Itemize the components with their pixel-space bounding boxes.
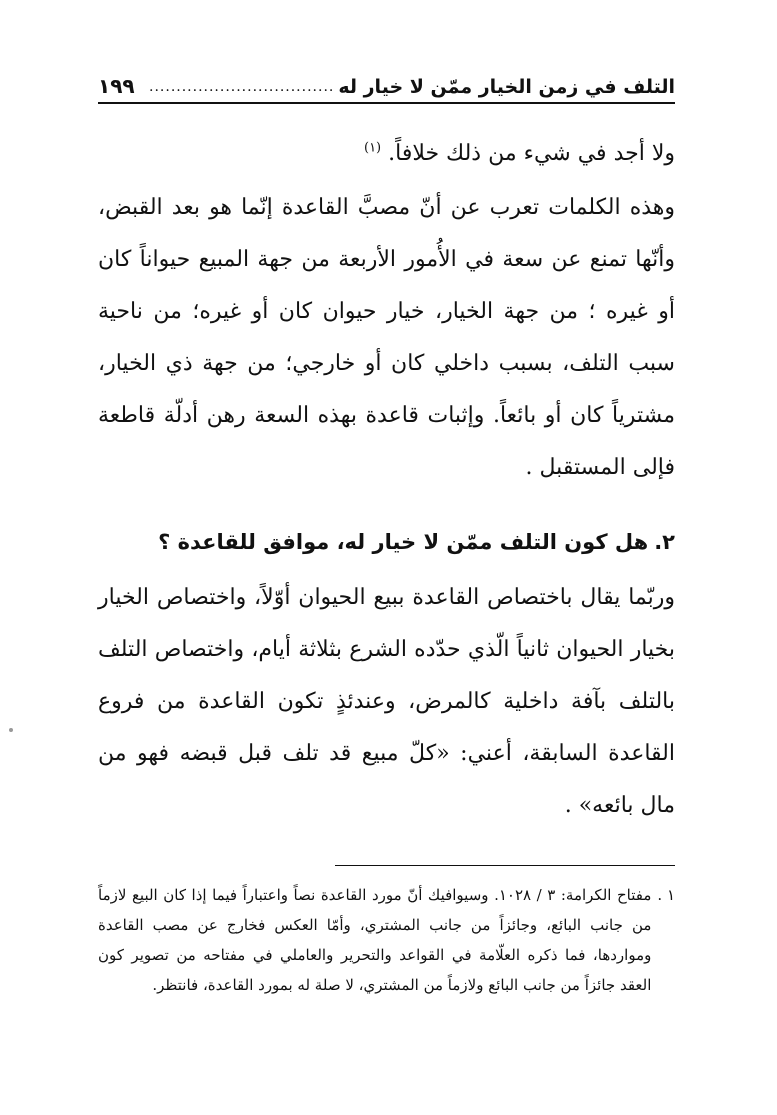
paragraph-1-text: ولا أجد في شيء من ذلك خلافاً. bbox=[388, 141, 675, 166]
footnote-text: مفتاح الكرامة: ٣ / ١٠٢٨. وسيوافيك أنّ مورد القاعدة نصاً واعتباراً فيما إذا كان البيع لازماً من جانب البائع، وجائزاً من جانب المشتري، وأمّا العكس فخارج عن مصب القاعدة ومواردها، فما ذكره العلّامة في القواعد والتحرير والعاملي في مفتاحه من تصوير كون العقد جائزاً من جانب البائع ولازماً من المشتري، لا صلة له بمورد القاعدة، فانتظر. bbox=[98, 886, 652, 994]
footnote-number: ١ . bbox=[657, 886, 675, 904]
running-title: التلف في زمن الخيار ممّن لا خيار له bbox=[338, 76, 675, 98]
paragraph-2: وهذه الكلمات تعرب عن أنّ مصبَّ القاعدة إنّما هو بعد القبض، وأنّها تمنع عن سعة في الأُمور الأربعة من جهة المبيع حيواناً كان أو غيره ؛ من جهة الخيار، خيار حيوان كان أو غيره؛ من ناحية سبب التلف، بسبب داخلي كان أو خارجي؛ من جهة ذي الخيار، مشترياً كان أو بائعاً. وإثبات قاعدة بهذه السعة رهن أدلّة قاطعة فإلى المستقبل . bbox=[98, 195, 675, 480]
paragraph-3: وربّما يقال باختصاص القاعدة ببيع الحيوان أوّلاً، واختصاص الخيار بخيار الحيوان ثانياً الّذي حدّده الشرع بثلاثة أيام، واختصاص التلف بالتلف بآفة داخلية كالمرض، وعندئذٍ تكون القاعدة من فروع القاعدة السابقة، أعني: «كلّ مبيع قد تلف قبل قبضه فهو من مال بائعه» . bbox=[98, 585, 675, 818]
leader-dots: .................................. bbox=[149, 79, 335, 95]
paragraph-1 bbox=[98, 128, 675, 180]
main-text bbox=[98, 128, 675, 832]
page-number: ١٩٩ bbox=[98, 74, 135, 98]
section-heading bbox=[98, 522, 675, 562]
margin-speck bbox=[9, 728, 13, 732]
footnote-reference: (١) bbox=[363, 140, 382, 156]
section-title: هل كون التلف ممّن لا خيار له، موافق للقاعدة ؟ bbox=[158, 530, 649, 554]
section-number: ٢. bbox=[654, 530, 675, 554]
footnote bbox=[98, 880, 675, 1000]
running-header bbox=[98, 62, 675, 104]
footnote-divider bbox=[335, 865, 675, 866]
